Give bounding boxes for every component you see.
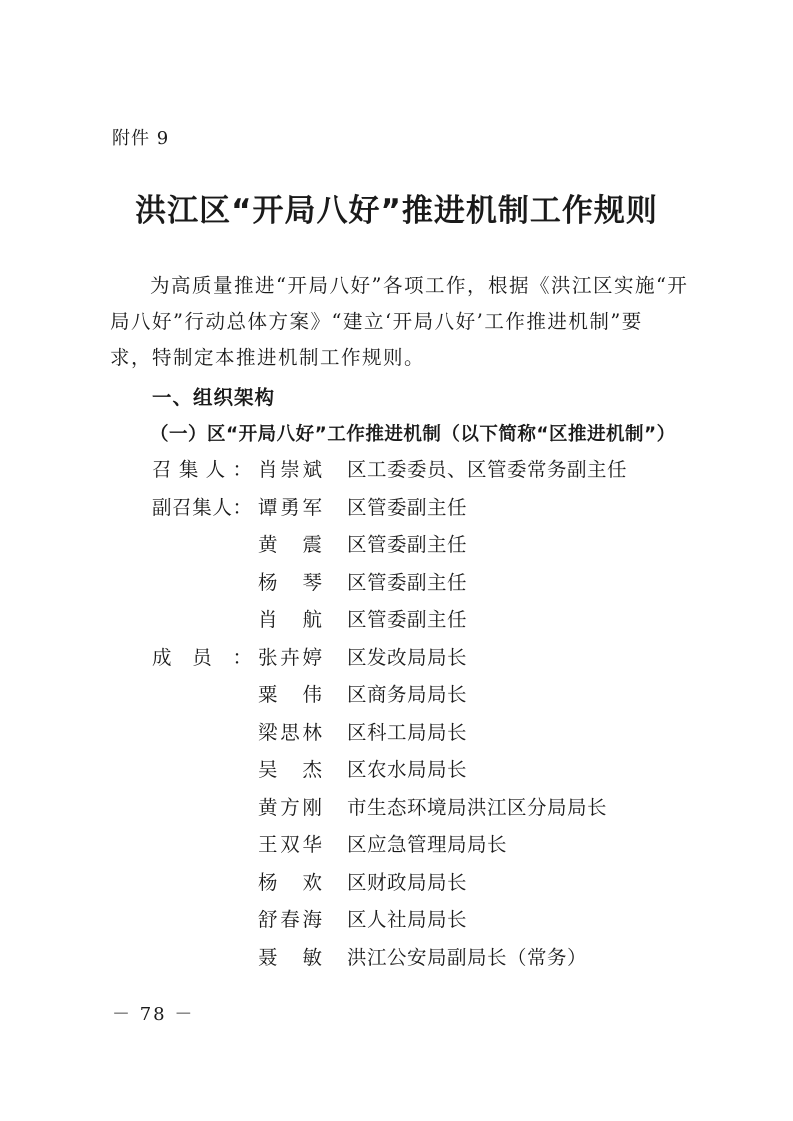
member-position: 区科工局局长	[347, 720, 468, 744]
member-position: 区人社局局长	[347, 908, 468, 931]
member-name: 杨琴	[258, 570, 322, 594]
member-position: 区管委副主任	[347, 533, 468, 556]
member-position: 区应急管理局局长	[347, 833, 508, 856]
member-role: 成员：	[152, 645, 252, 669]
member-name: 舒春海	[258, 908, 322, 931]
member-name: 肖航	[258, 608, 322, 631]
member-name: 王双华	[258, 833, 322, 856]
member-position: 区农水局局长	[347, 758, 468, 781]
member-position: 区管委副主任	[347, 608, 468, 631]
section-heading: 一、组织架构	[152, 386, 276, 409]
member-name: 张卉婷	[258, 645, 322, 669]
attachment-label: 附件 9	[112, 128, 170, 149]
member-position: 市生态环境局洪江区分局局长	[347, 795, 608, 819]
subsection-heading: （一）区“开局八好”工作推进机制（以下简称“区推进机制”）	[150, 424, 676, 445]
intro-line: 为高质量推进“开局八好”各项工作，根据《洪江区实施“开	[150, 274, 689, 297]
intro-line: 局八好”行动总体方案》“建立‘开局八好’工作推进机制”要	[110, 310, 643, 333]
member-position: 区发改局局长	[347, 645, 468, 669]
member-name: 粟伟	[258, 683, 322, 706]
member-name: 谭勇军	[258, 495, 322, 519]
member-role: 副召集人：	[152, 495, 252, 519]
member-name: 黄震	[258, 533, 322, 556]
member-position: 洪江公安局副局长（常务）	[347, 945, 588, 969]
intro-line: 求，特制定本推进机制工作规则。	[110, 346, 426, 369]
member-role: 召集人：	[152, 458, 252, 481]
member-name: 聂敏	[258, 945, 322, 969]
intro-paragraph	[110, 268, 700, 376]
member-position: 区财政局局长	[347, 870, 468, 894]
page-number: － 78 －	[112, 1004, 195, 1025]
member-name: 梁思林	[258, 720, 322, 744]
member-position: 区商务局局长	[347, 683, 468, 706]
member-name: 杨欢	[258, 870, 322, 894]
member-name: 黄方刚	[258, 795, 322, 819]
member-position: 区工委委员、区管委常务副主任	[347, 458, 628, 481]
member-name: 肖崇斌	[258, 458, 322, 481]
member-name: 吴杰	[258, 758, 322, 781]
member-position: 区管委副主任	[347, 570, 468, 594]
member-position: 区管委副主任	[347, 495, 468, 519]
document-title: 洪江区“开局八好”推进机制工作规则	[135, 193, 658, 229]
